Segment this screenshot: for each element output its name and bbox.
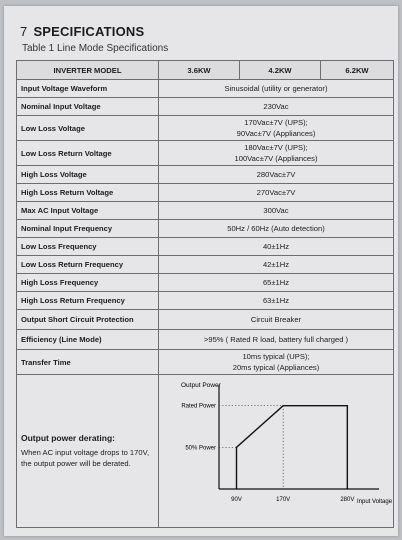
chart-xtick-label: 280V (340, 497, 355, 503)
col-header-model: INVERTER MODEL (17, 61, 159, 80)
row-value: 270Vac±7V (159, 184, 394, 202)
table-row (17, 141, 394, 166)
row-value: 40±1Hz (159, 238, 394, 256)
row-label: Transfer Time (17, 350, 159, 375)
row-label: Input Voltage Waveform (17, 80, 159, 98)
row-label: Low Loss Voltage (17, 116, 159, 141)
row-label: Max AC Input Voltage (17, 202, 159, 220)
row-value: 50Hz / 60Hz (Auto detection) (159, 220, 394, 238)
table-row (17, 238, 394, 256)
table-row (17, 98, 394, 116)
row-label: Low Loss Return Voltage (17, 141, 159, 166)
row-label: High Loss Return Voltage (17, 184, 159, 202)
derating-title: Output power derating: (21, 433, 115, 443)
table-row (17, 292, 394, 310)
col-header-3-6kw: 3.6KW (159, 61, 240, 80)
row-label: Nominal Input Voltage (17, 98, 159, 116)
derating-chart (159, 375, 393, 525)
row-value-line: 180Vac±7V (UPS); (244, 143, 308, 152)
chart-series-line (237, 406, 348, 489)
row-value: 300Vac (159, 202, 394, 220)
row-label: High Loss Voltage (17, 166, 159, 184)
row-value (159, 350, 394, 375)
table-caption: Table 1 Line Mode Specifications (22, 43, 169, 54)
row-value: 280Vac±7V (159, 166, 394, 184)
table-row (17, 330, 394, 350)
row-label: High Loss Return Frequency (17, 292, 159, 310)
row-value: 63±1Hz (159, 292, 394, 310)
row-value: 65±1Hz (159, 274, 394, 292)
col-header-6-2kw: 6.2KW (321, 61, 394, 80)
row-label: Low Loss Frequency (17, 238, 159, 256)
chart-ytick-label: Rated Power (181, 403, 216, 410)
section-title: SPECIFICATIONS (33, 24, 145, 39)
row-value-line: 20ms typical (Appliances) (232, 363, 320, 372)
derating-cell (17, 375, 159, 528)
row-label: High Loss Frequency (17, 274, 159, 292)
chart-ytick-label: 50% Power (185, 445, 216, 452)
row-value: Sinusoidal (utility or generator) (159, 80, 394, 98)
row-value: >95% ( Rated R load, battery full charged ) (159, 330, 394, 350)
chart-xlabel: Input Voltage (357, 499, 393, 505)
table-row (17, 80, 394, 98)
row-value (159, 116, 394, 141)
row-label: Efficiency (Line Mode) (17, 330, 159, 350)
chart-ylabel: Output Power (181, 382, 221, 389)
row-label: Low Loss Return Frequency (17, 256, 159, 274)
row-value-line: 170Vac±7V (UPS); (244, 118, 308, 127)
table-row (17, 202, 394, 220)
table-row (17, 274, 394, 292)
table-row (17, 184, 394, 202)
derating-row (17, 375, 394, 528)
chart-xtick-label: 170V (276, 497, 291, 503)
col-header-4-2kw: 4.2KW (240, 61, 321, 80)
derating-note-line: When AC input voltage drops to 170V, (21, 448, 150, 457)
spec-page (4, 6, 398, 536)
row-value: 230Vac (159, 98, 394, 116)
line-mode-spec-table (16, 60, 394, 528)
row-value (159, 141, 394, 166)
table-row (17, 350, 394, 375)
section-number: 7 (20, 24, 28, 39)
row-value-line: 100Vac±7V (Appliances) (234, 154, 318, 163)
row-label: Nominal Input Frequency (17, 220, 159, 238)
derating-note-line: the output power will be derated. (21, 459, 131, 468)
section-heading (20, 24, 144, 39)
table-row (17, 256, 394, 274)
table-header-row (17, 61, 394, 80)
table-row (17, 220, 394, 238)
row-value: 42±1Hz (159, 256, 394, 274)
table-row (17, 166, 394, 184)
row-value-line: 90Vac±7V (Appliances) (236, 129, 316, 138)
chart-xtick-label: 90V (231, 497, 242, 503)
row-value: Circuit Breaker (159, 310, 394, 330)
table-row (17, 116, 394, 141)
row-label: Output Short Circuit Protection (17, 310, 159, 330)
derating-chart-cell (159, 375, 394, 528)
row-value-line: 10ms typical (UPS); (242, 352, 310, 361)
table-row (17, 310, 394, 330)
